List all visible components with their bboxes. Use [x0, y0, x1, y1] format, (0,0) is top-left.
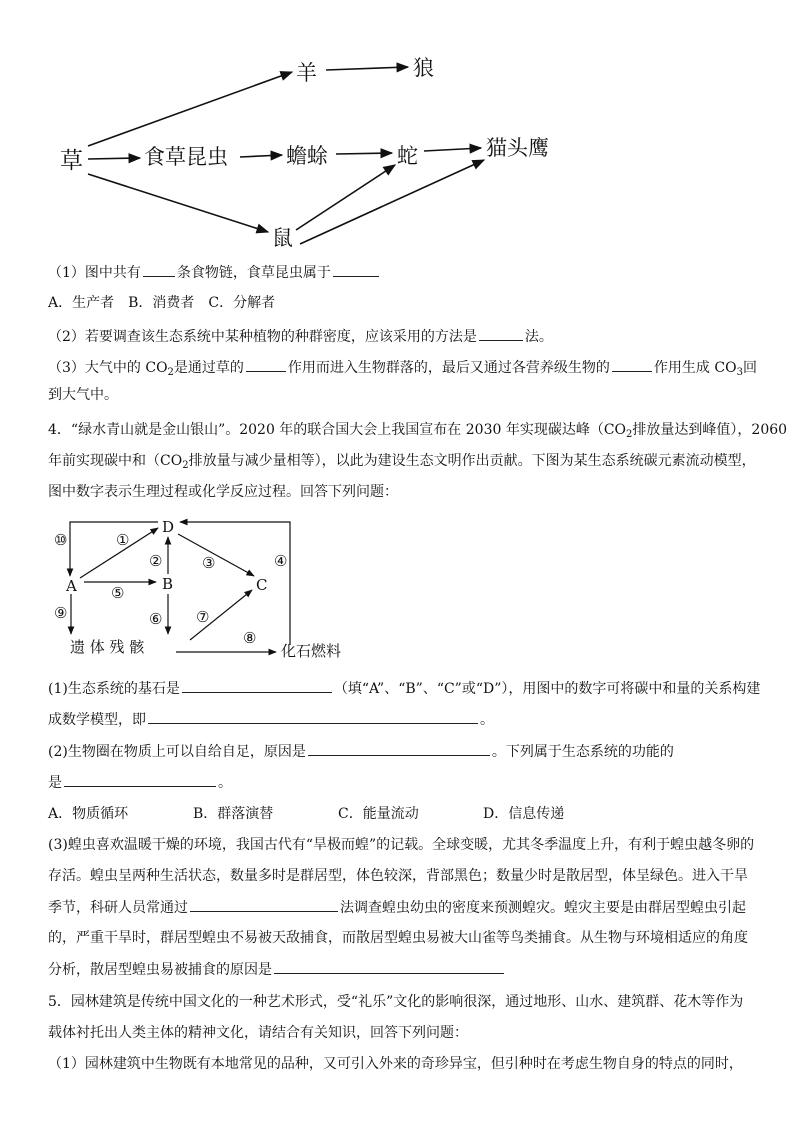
option-d[interactable]: D．信息传递 — [483, 806, 565, 822]
answer-blank[interactable] — [274, 959, 504, 974]
node-D: D — [162, 518, 175, 536]
answer-blank[interactable] — [190, 897, 338, 912]
node-B: B — [162, 575, 174, 593]
node-wolf: 狼 — [413, 56, 434, 80]
q4-sub1-cont: 成数学模型，即 。 — [48, 709, 754, 730]
q4-intro-1: 4．“绿水青山就是金山银山”。2020 年的联合国大会上我国宣布在 2030 年实现碳达峰（$CO_2$排放量达到峰值），2060 — [48, 422, 788, 440]
label-9: ⑨ — [54, 604, 68, 622]
q5-l1: 5．园林建筑是传统中国文化的一种艺术形式，受“礼乐”文化的影响很深，通过地形、山水、建筑群、花木等作为 — [48, 994, 744, 1010]
q3-part2: （2）若要调查该生态系统中某种植物的种群密度，应该采用的方法是 法。 — [48, 326, 754, 347]
q4-sub1: (1)生态系统的基石是 （填“A”、“B”、“C”或“D”），用图中的数字可将碳中和量的关系构建 — [48, 678, 754, 699]
option-c[interactable]: C．能量流动 — [338, 806, 419, 822]
label-1: ① — [116, 531, 130, 549]
label-2: ② — [149, 552, 163, 570]
label-3: ③ — [202, 554, 216, 572]
node-grass: 草 — [60, 148, 83, 174]
node-remains: 遗 体 残 骸 — [70, 638, 145, 656]
answer-blank[interactable] — [308, 741, 490, 756]
q4-intro-2: 年前实现碳中和（$CO_2$排放量与减少量相等），以此为建设生态文明作出贡献。下图为某生态系统碳元素流动模型， — [48, 453, 756, 471]
node-A: A — [66, 577, 77, 595]
q4-sub2: (2)生物圈在物质上可以自给自足，原因是 。下列属于生态系统的功能的 — [48, 741, 754, 762]
q4-sub3-l5: 分析，散居型蝗虫易被捕食的原因是 — [48, 959, 754, 980]
label-7: ⑦ — [196, 608, 210, 626]
node-snake: 蛇 — [397, 144, 418, 168]
q4-sub3-l4: 的，严重干旱时，群居型蝗虫不易被天敌捕食，而散居型蝗虫易被大山雀等鸟类捕食。从生物与环境相适应的角度 — [48, 930, 748, 946]
label-4: ④ — [274, 552, 288, 570]
arrow-D-A — [70, 522, 158, 576]
q4-sub3-l1: (3)蝗虫喜欢温暖干燥的环境，我国古代有“旱极而蝗”的记载。全球变暖，尤其冬季温度上升，有利于蝗虫越冬卵的 — [48, 837, 755, 853]
option-a[interactable]: A．物质循环 — [48, 806, 129, 822]
q5-l2: 载体衬托出人类主体的精神文化，请结合有关知识，回答下列问题： — [48, 1025, 468, 1041]
node-mouse: 鼠 — [272, 226, 293, 250]
node-toad: 蟾蜍 — [286, 144, 328, 168]
node-owl: 猫头鹰 — [486, 136, 549, 160]
q5-l3: （1）园林建筑中生物既有本地常见的品种，又可引入外来的奇珍异宝，但引种时在考虑生物自身的特点的同时， — [48, 1056, 743, 1072]
label-10: ⑩ — [54, 531, 68, 549]
label-6: ⑥ — [149, 610, 163, 628]
q4-sub3-l2: 存活。蝗虫呈两种生活状态，数量多时是群居型，体色较深，背部黑色；数量少时是散居型，体呈绿色。进入干旱 — [48, 868, 748, 884]
q3-part3-cont: 到大气中。 — [48, 387, 118, 403]
q4-sub2-cont: 是 。 — [48, 772, 754, 793]
label-8: ⑧ — [243, 629, 257, 647]
q4-intro-3: 图中数字表示生理过程或化学反应过程。回答下列问题： — [48, 484, 398, 500]
q3-part3: （3）大气中的 $CO_2$是通过草的 作用而进入生物群落的，最后又通过各营养级生物的 作用生成 $CO_3$回 — [48, 357, 754, 378]
node-C: C — [256, 576, 268, 594]
arrow-fossil-D — [180, 522, 290, 645]
q4-sub3-l3: 季节，科研人员常通过 法调查蝗虫幼虫的密度来预测蝗灾。蝗灾主要是由群居型蝗虫引起 — [48, 897, 754, 918]
node-sheep: 羊 — [296, 61, 317, 85]
q4-sub2-options — [48, 804, 754, 824]
answer-blank[interactable] — [64, 772, 216, 787]
arrow-D-C — [178, 534, 254, 576]
option-b[interactable]: B．群落演替 — [193, 806, 274, 822]
q3-part1: （1）图中共有 条食物链，食草昆虫属于 — [48, 262, 754, 283]
answer-blank[interactable] — [182, 678, 332, 693]
answer-blank[interactable] — [148, 709, 478, 724]
q3-part1-options: A．生产者 B．消费者 C．分解者 — [48, 295, 276, 311]
node-insect: 食草昆虫 — [144, 145, 228, 169]
label-5: ⑤ — [111, 584, 125, 602]
node-fossil-fuel: 化石燃料 — [281, 642, 342, 660]
